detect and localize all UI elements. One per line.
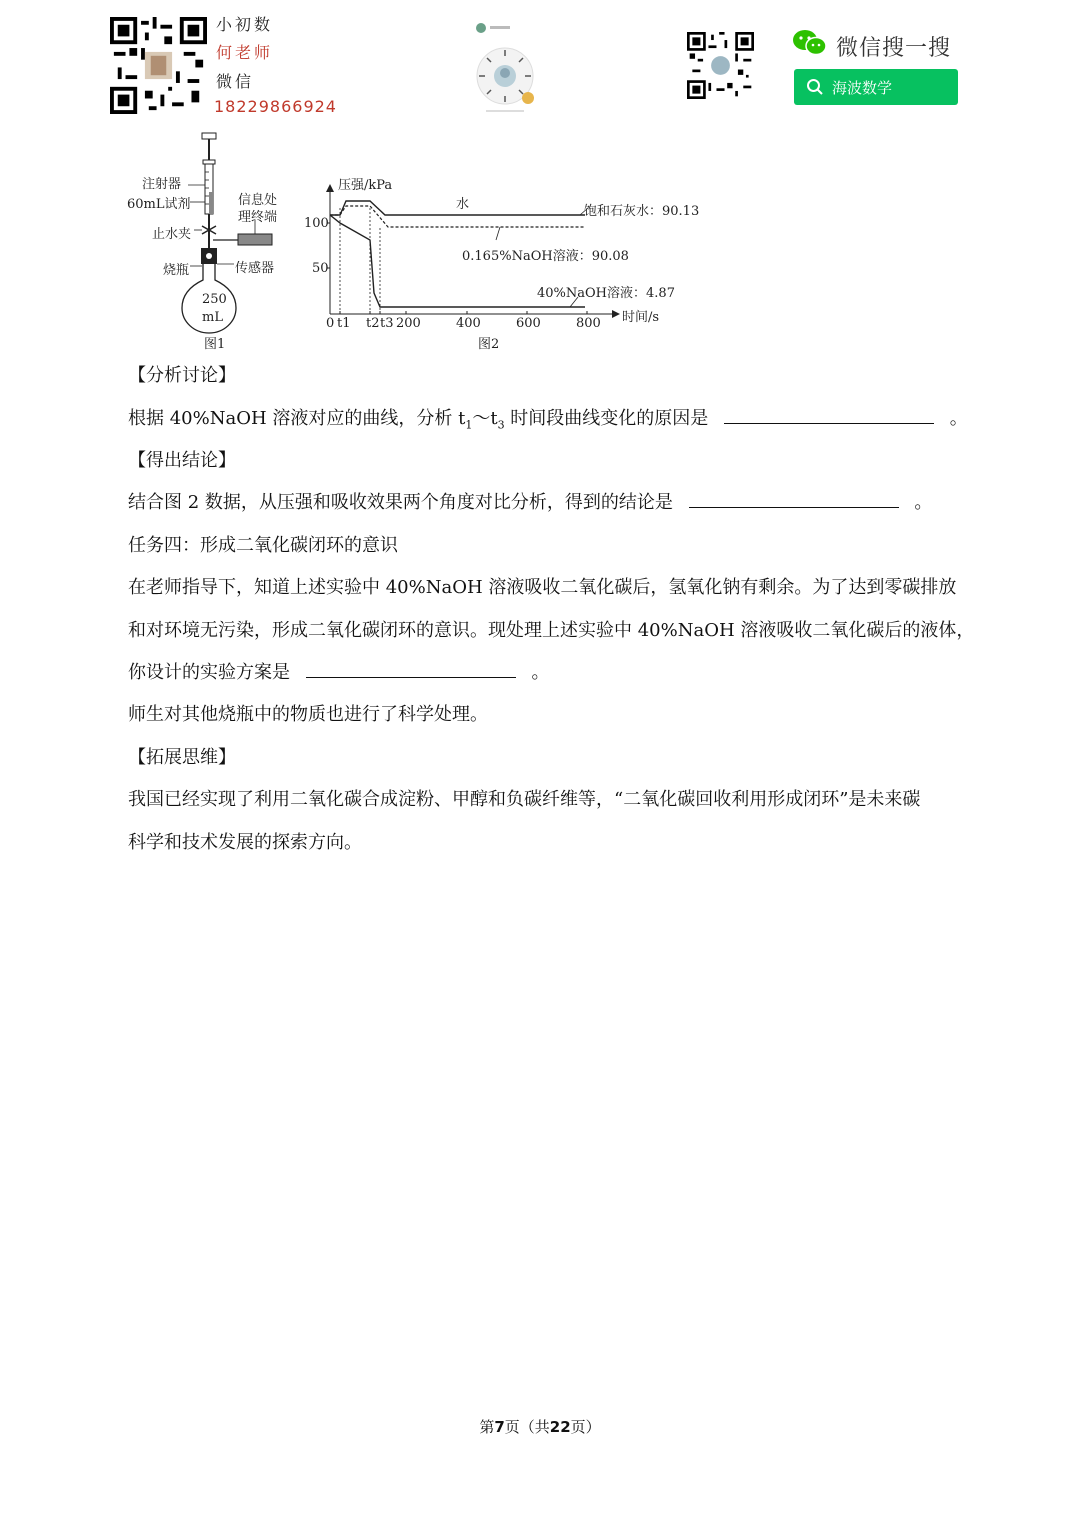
paragraph-1-line-2: 和对环境无污染，形成二氧化碳闭环的意识。现处理上述实验中 40%NaOH 溶液吸收二氧化碳后的液体， xyxy=(128,620,975,641)
heading-expand: 【拓展思维】 xyxy=(128,747,236,768)
apparatus-diagram xyxy=(180,130,290,335)
q1-end: 。 xyxy=(949,408,968,429)
handwritten-line-3: 微信 xyxy=(216,72,255,91)
y-tick-100: 100 xyxy=(304,216,329,231)
qr-code-official xyxy=(687,32,754,99)
figure-1-caption: 图1 xyxy=(204,337,226,352)
x-tick-400: 400 xyxy=(456,316,481,331)
paragraph-1-line-3 xyxy=(128,661,549,685)
series-label-naoh-40: 40%NaOH溶液：4.87 xyxy=(537,286,675,301)
task-4-heading: 任务四：形成二氧化碳闭环的意识 xyxy=(128,535,398,556)
x-tick-t2: t2 xyxy=(366,316,380,331)
wechat-search-title: 微信搜一搜 xyxy=(836,36,952,61)
q1-sub-2: 3 xyxy=(497,418,505,432)
label-flask: 烧瓶 xyxy=(163,263,190,278)
q1-mid: ～t xyxy=(472,408,498,429)
x-tick-t1-text: t1 xyxy=(337,316,351,331)
page-footer xyxy=(0,1416,1080,1437)
label-sensor: 传感器 xyxy=(235,261,275,276)
x-tick-0: 0 xyxy=(326,316,335,331)
q2-text: 结合图 2 数据，从压强和吸收效果两个角度对比分析，得到的结论是 xyxy=(128,492,673,513)
series-label-water: 水 xyxy=(456,197,470,212)
footer-pre: 第 xyxy=(479,1418,495,1436)
x-tick-200: 200 xyxy=(396,316,421,331)
label-terminal-2: 理终端 xyxy=(238,210,278,225)
footer-post: 页） xyxy=(570,1418,601,1436)
search-icon xyxy=(806,78,824,96)
wechat-search-term: 海波数学 xyxy=(832,78,893,97)
x-tick-t3: t3 xyxy=(380,316,394,331)
q1-pre: 根据 40%NaOH 溶液对应的曲线，分析 t xyxy=(128,408,466,429)
qr-code-teacher xyxy=(110,17,207,114)
q1-sub-1: 1 xyxy=(465,418,473,432)
p1-line-3-text: 你设计的实验方案是 xyxy=(128,662,290,683)
question-2 xyxy=(128,491,932,515)
label-syringe: 注射器 xyxy=(142,177,182,192)
handwritten-line-1: 小初数 xyxy=(216,15,274,34)
q2-end: 。 xyxy=(914,492,933,513)
paragraph-1-line-1: 在老师指导下，知道上述实验中 40%NaOH 溶液吸收二氧化碳后，氢氧化钠有剩余。为了达到零碳排放 xyxy=(128,577,957,598)
answer-blank-3[interactable] xyxy=(306,661,516,678)
y-tick-50: 50 xyxy=(312,261,329,276)
chart-ylabel: 压强/kPa xyxy=(338,178,393,193)
mini-program-code-icon xyxy=(472,20,538,115)
paragraph-2: 师生对其他烧瓶中的物质也进行了科学处理。 xyxy=(128,704,488,725)
p1-end: 。 xyxy=(531,662,550,683)
label-terminal-1: 信息处 xyxy=(238,193,278,208)
label-volume-1: 250 xyxy=(202,292,227,307)
wechat-logo-icon xyxy=(792,28,828,58)
series-label-lime-water: 饱和石灰水：90.13 xyxy=(584,204,700,219)
footer-page-number: 7 xyxy=(494,1418,505,1436)
label-volume-2: mL xyxy=(202,310,223,325)
question-1 xyxy=(128,407,968,438)
footer-mid: 页（共 xyxy=(504,1418,550,1436)
handwritten-phone: 18229866924 xyxy=(214,97,337,116)
x-tick-t1 xyxy=(337,316,351,331)
label-clamp: 止水夹 xyxy=(152,227,192,242)
chart-xlabel: 时间/s xyxy=(622,310,660,325)
paragraph-3-line-1: 我国已经实现了利用二氧化碳合成淀粉、甲醇和负碳纤维等，“二氧化碳回收利用形成闭环”是未来碳 xyxy=(128,789,921,810)
mini-program-code xyxy=(472,20,538,115)
qr-code-pattern-icon xyxy=(687,32,754,99)
figure-2-caption: 图2 xyxy=(478,337,500,352)
wechat-search-button[interactable] xyxy=(794,69,958,105)
answer-blank-1[interactable] xyxy=(724,407,934,424)
label-reagent: 60mL试剂 xyxy=(127,197,191,212)
series-label-naoh-0165: 0.165%NaOH溶液：90.08 xyxy=(462,249,629,264)
answer-blank-2[interactable] xyxy=(689,491,899,508)
qr-code-pattern-icon xyxy=(110,17,207,114)
q1-post: 时间段曲线变化的原因是 xyxy=(504,408,709,429)
heading-conclusion: 【得出结论】 xyxy=(128,450,236,471)
handwritten-line-2: 何老师 xyxy=(216,43,274,62)
paragraph-3-line-2: 科学和技术发展的探索方向。 xyxy=(128,832,362,853)
footer-total-pages: 22 xyxy=(549,1418,571,1436)
x-tick-800: 800 xyxy=(576,316,601,331)
x-tick-600: 600 xyxy=(516,316,541,331)
heading-analysis: 【分析讨论】 xyxy=(128,365,236,386)
